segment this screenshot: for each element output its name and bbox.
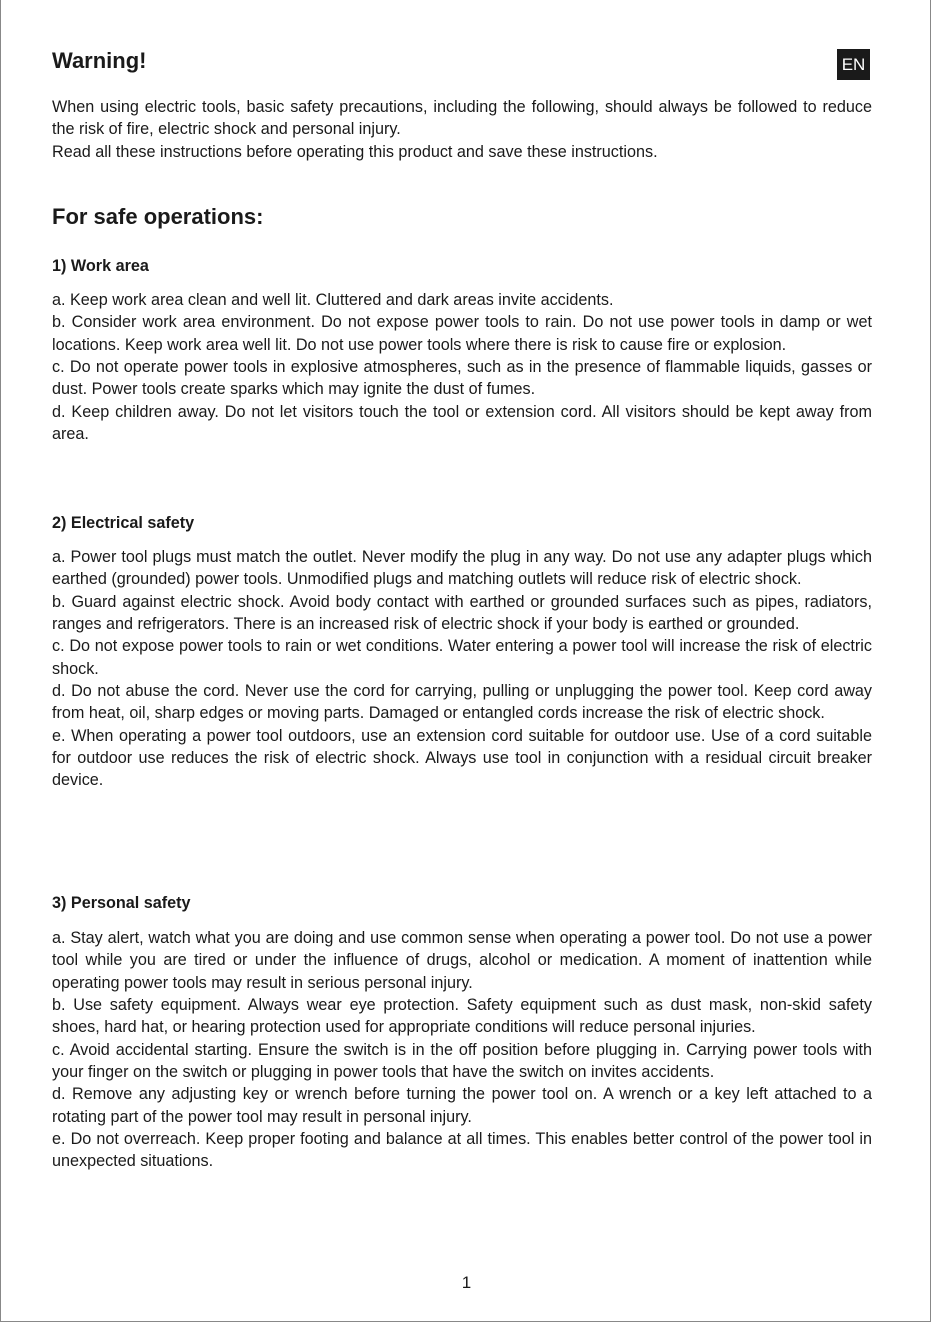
language-badge: EN bbox=[837, 49, 870, 80]
list-item: d. Do not abuse the cord. Never use the cord for carrying, pulling or unplugging the power tool. Keep cord away from heat, oil, sharp edges or moving parts. Damaged or entangled cords increase the risk of electric shock. bbox=[52, 682, 872, 723]
section-personal-safety bbox=[52, 927, 872, 1173]
section-title-work-area: 1) Work area bbox=[52, 257, 149, 275]
list-item: a. Power tool plugs must match the outlet. Never modify the plug in any way. Do not use any adapter plugs which earthed (grounded) power tools. Unmodified plugs and matching outlets will reduce risk of electric shock. bbox=[52, 548, 872, 589]
warning-title: Warning! bbox=[52, 48, 147, 73]
safe-operations-title: For safe operations: bbox=[52, 204, 264, 229]
list-item: d. Remove any adjusting key or wrench before turning the power tool on. A wrench or a key left attached to a rotating part of the power tool may result in personal injury. bbox=[52, 1085, 872, 1126]
intro-text bbox=[52, 96, 872, 163]
list-item: a. Keep work area clean and well lit. Cluttered and dark areas invite accidents. bbox=[52, 291, 614, 309]
list-item: b. Use safety equipment. Always wear eye protection. Safety equipment such as dust mask, non-skid safety shoes, hard hat, or hearing protection used for appropriate conditions will reduce personal injuries. bbox=[52, 996, 872, 1037]
section-title-electrical-safety: 2) Electrical safety bbox=[52, 514, 195, 532]
page-number: 1 bbox=[461, 1273, 472, 1292]
list-item: c. Do not operate power tools in explosive atmospheres, such as in the presence of flammable liquids, gasses or dust. Power tools create sparks which may ignite the dust of fumes. bbox=[52, 358, 872, 399]
list-item: c. Avoid accidental starting. Ensure the switch is in the off position before plugging in. Carrying power tools with your finger on the switch or plugging in power tools that have the switch on invites accidents. bbox=[52, 1040, 872, 1082]
section-work-area bbox=[52, 289, 872, 445]
list-item: b. Consider work area environment. Do not expose power tools to rain. Do not use power tools in damp or wet locations. Keep work area well lit. Do not use power tools where there is risk to cause fire or explosion. bbox=[52, 313, 872, 354]
list-item: c. Do not expose power tools to rain or wet conditions. Water entering a power tool will increase the risk of electric shock. bbox=[52, 637, 872, 678]
list-item: e. When operating a power tool outdoors, use an extension cord suitable for outdoor use. Use of a cord suitable for outdoor use reduces the risk of electric shock. Always use tool in conjunction with a residual circuit breaker device. bbox=[52, 726, 872, 790]
list-item: a. Stay alert, watch what you are doing and use common sense when operating a power tool. Do not use a power tool while you are tired or under the influence of drugs, alcohol or medication. A moment of inattention while operating power tools may result in serious personal injury. bbox=[52, 929, 872, 992]
intro-line: Read all these instructions before operating this product and save these instructions. bbox=[52, 142, 658, 161]
section-title-personal-safety: 3) Personal safety bbox=[52, 894, 191, 912]
list-item: e. Do not overreach. Keep proper footing and balance at all times. This enables better control of the power tool in unexpected situations. bbox=[52, 1130, 872, 1171]
intro-line: When using electric tools, basic safety precautions, including the following, should always be followed to reduce the risk of fire, electric shock and personal injury. bbox=[52, 98, 872, 139]
list-item: b. Guard against electric shock. Avoid body contact with earthed or grounded surfaces such as pipes, radiators, ranges and refrigerators. There is an increased risk of electric shock if your body is earthed or grounded. bbox=[52, 592, 872, 634]
list-item: d. Keep children away. Do not let visitors touch the tool or extension cord. All visitors should be kept away from area. bbox=[52, 402, 872, 444]
section-electrical-safety bbox=[52, 546, 872, 792]
